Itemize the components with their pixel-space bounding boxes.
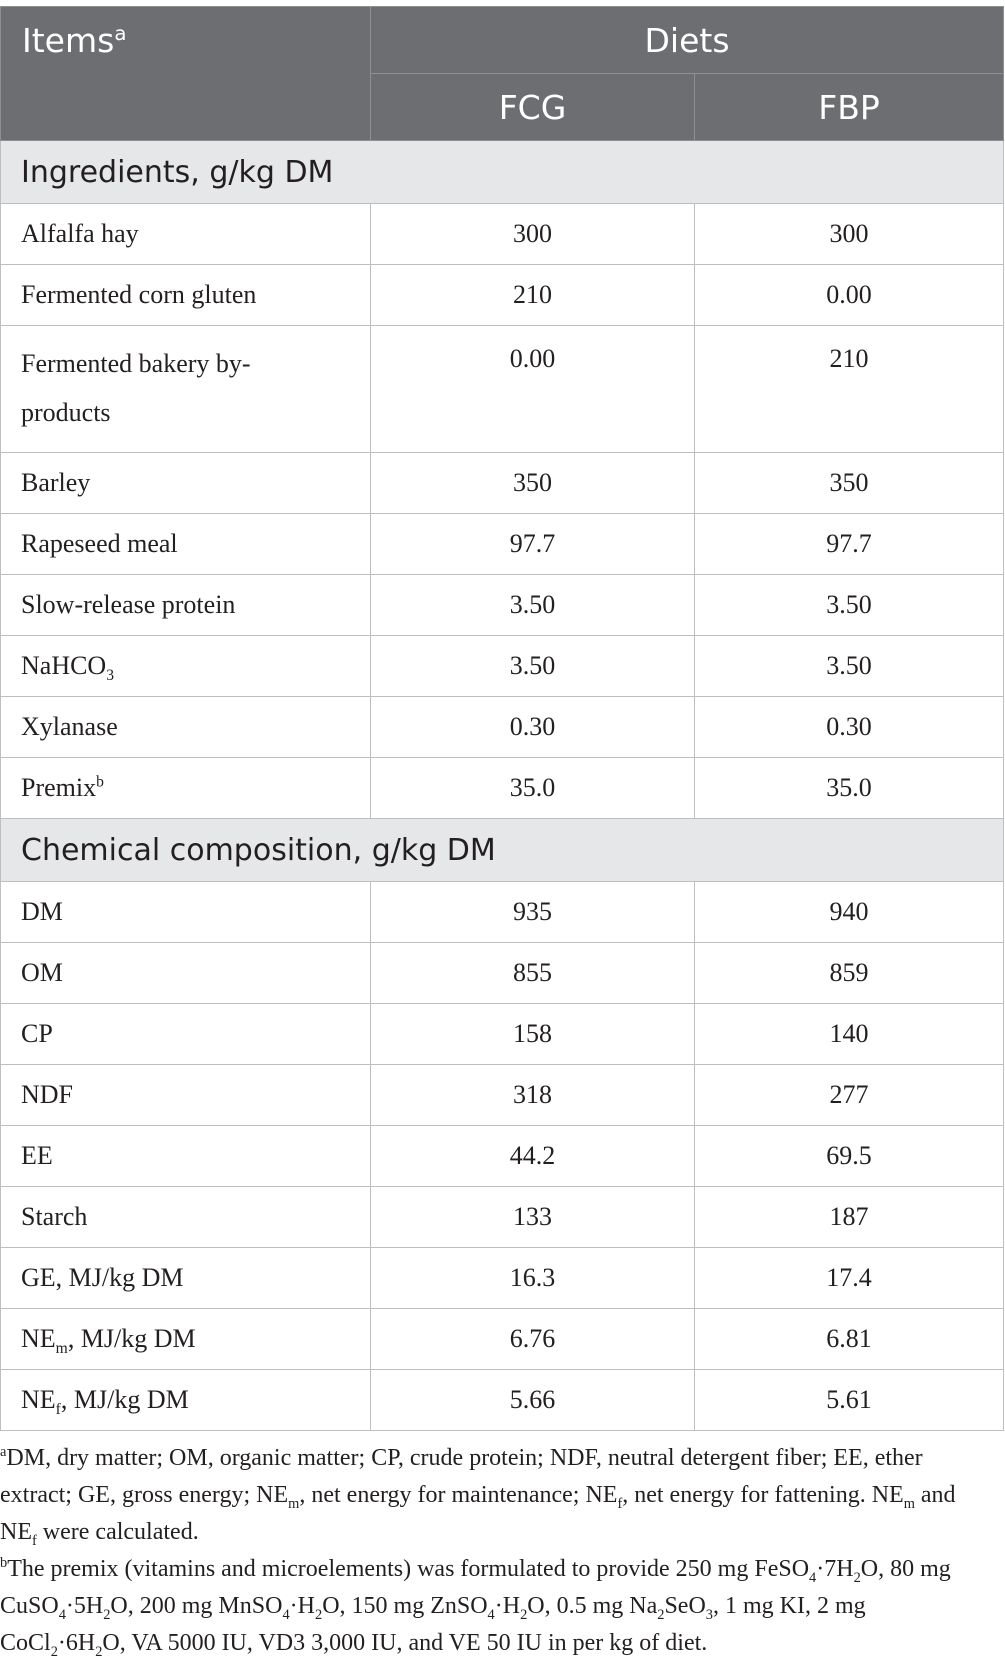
fbp-value: 0.30 — [695, 697, 1004, 758]
fcg-value: 3.50 — [371, 575, 695, 636]
fcg-value: 935 — [371, 882, 695, 943]
fbp-value: 5.61 — [695, 1370, 1004, 1431]
row-label: EE — [1, 1126, 371, 1187]
fcg-value: 97.7 — [371, 514, 695, 575]
table-row — [1, 758, 1004, 819]
table-row — [1, 882, 1004, 943]
fbp-value: 300 — [695, 204, 1004, 265]
table-row — [1, 326, 1004, 453]
section-title: Chemical composition, g/kg DM — [1, 819, 1004, 882]
footnote-b: $^b$The premix (vitamins and microelements) was formulated to provide 250 mg $FeSO_4\cdot 7H_2O$, 80 mg $CuSO_4\cdot 5H_2O$, 200 mg $MnSO_4\cdot H_2O$, 150 mg $ZnSO_4\cdot H_2O$, 0.5 mg $Na_2SeO_3$, 1 mg KI, 2 mg $CoCl_2\cdot 6H_2O$, VA 5000 IU, VD3 3,000 IU, and VE 50 IU in per kg of diet. — [0, 1555, 951, 1660]
section-row-chemical-composition — [1, 819, 1004, 882]
fbp-value: 6.81 — [695, 1309, 1004, 1370]
table-row — [1, 575, 1004, 636]
row-label: Starch — [1, 1187, 371, 1248]
row-label: Slow-release protein — [1, 575, 371, 636]
diets-header: Diets — [371, 7, 1004, 74]
fbp-value: 350 — [695, 453, 1004, 514]
row-label: OM — [1, 943, 371, 1004]
fcg-value: 6.76 — [371, 1309, 695, 1370]
fcg-value: 300 — [371, 204, 695, 265]
fbp-value: 187 — [695, 1187, 1004, 1248]
fcg-header: FCG — [371, 74, 695, 141]
diet-composition-table-container — [0, 6, 1003, 1431]
fbp-value: 0.00 — [695, 265, 1004, 326]
row-label: Alfalfa hay — [1, 204, 371, 265]
diet-composition-table — [0, 6, 1004, 1431]
fcg-value: 0.30 — [371, 697, 695, 758]
section-title: Ingredients, g/kg DM — [1, 141, 1004, 204]
fbp-value: 35.0 — [695, 758, 1004, 819]
fcg-value: 44.2 — [371, 1126, 695, 1187]
fbp-value: 17.4 — [695, 1248, 1004, 1309]
row-label: Fermented bakery by- products — [1, 326, 371, 453]
table-row — [1, 1126, 1004, 1187]
items-header: Items$^a$ — [1, 7, 371, 141]
fbp-value: 210 — [695, 326, 1004, 453]
row-label: $NE_m$, MJ/kg DM — [1, 1309, 371, 1370]
fbp-value: 940 — [695, 882, 1004, 943]
row-label: Fermented corn gluten — [1, 265, 371, 326]
fbp-value: 277 — [695, 1065, 1004, 1126]
fcg-value: 318 — [371, 1065, 695, 1126]
table-footnotes — [0, 1440, 990, 1662]
table-row — [1, 514, 1004, 575]
fcg-value: 133 — [371, 1187, 695, 1248]
row-label: NDF — [1, 1065, 371, 1126]
row-label: Premix$^b$ — [1, 758, 371, 819]
row-label: Rapeseed meal — [1, 514, 371, 575]
table-row — [1, 453, 1004, 514]
fcg-value: 855 — [371, 943, 695, 1004]
row-label: DM — [1, 882, 371, 943]
row-label: CP — [1, 1004, 371, 1065]
fcg-value: 3.50 — [371, 636, 695, 697]
fcg-value: 35.0 — [371, 758, 695, 819]
footnote-a: $^a$DM, dry matter; OM, organic matter; CP, crude protein; NDF, neutral detergent fiber; EE, ether extract; GE, gross energy; $NE_m$, net energy for maintenance; $NE_f$, net energy for fattening. $NE_m$ and $NE_f$ were calculated. — [0, 1444, 956, 1549]
fbp-value: 859 — [695, 943, 1004, 1004]
fcg-value: 16.3 — [371, 1248, 695, 1309]
table-row — [1, 1309, 1004, 1370]
table-row — [1, 636, 1004, 697]
fcg-value: 5.66 — [371, 1370, 695, 1431]
fbp-value: 140 — [695, 1004, 1004, 1065]
section-row-ingredients — [1, 141, 1004, 204]
table-row — [1, 1370, 1004, 1431]
table-row — [1, 204, 1004, 265]
table-row — [1, 1065, 1004, 1126]
row-label: GE, MJ/kg DM — [1, 1248, 371, 1309]
table-row — [1, 1248, 1004, 1309]
row-label: Xylanase — [1, 697, 371, 758]
fcg-value: 350 — [371, 453, 695, 514]
row-label: Barley — [1, 453, 371, 514]
fbp-value: 3.50 — [695, 575, 1004, 636]
fbp-header: FBP — [695, 74, 1004, 141]
table-row — [1, 697, 1004, 758]
fcg-value: 0.00 — [371, 326, 695, 453]
fcg-value: 158 — [371, 1004, 695, 1065]
table-row — [1, 1187, 1004, 1248]
table-row — [1, 1004, 1004, 1065]
header-row-1 — [1, 7, 1004, 74]
fcg-value: 210 — [371, 265, 695, 326]
row-label: $NE_f$, MJ/kg DM — [1, 1370, 371, 1431]
fbp-value: 97.7 — [695, 514, 1004, 575]
fbp-value: 3.50 — [695, 636, 1004, 697]
table-row — [1, 943, 1004, 1004]
row-label: NaHCO$_3$ — [1, 636, 371, 697]
table-row — [1, 265, 1004, 326]
fbp-value: 69.5 — [695, 1126, 1004, 1187]
